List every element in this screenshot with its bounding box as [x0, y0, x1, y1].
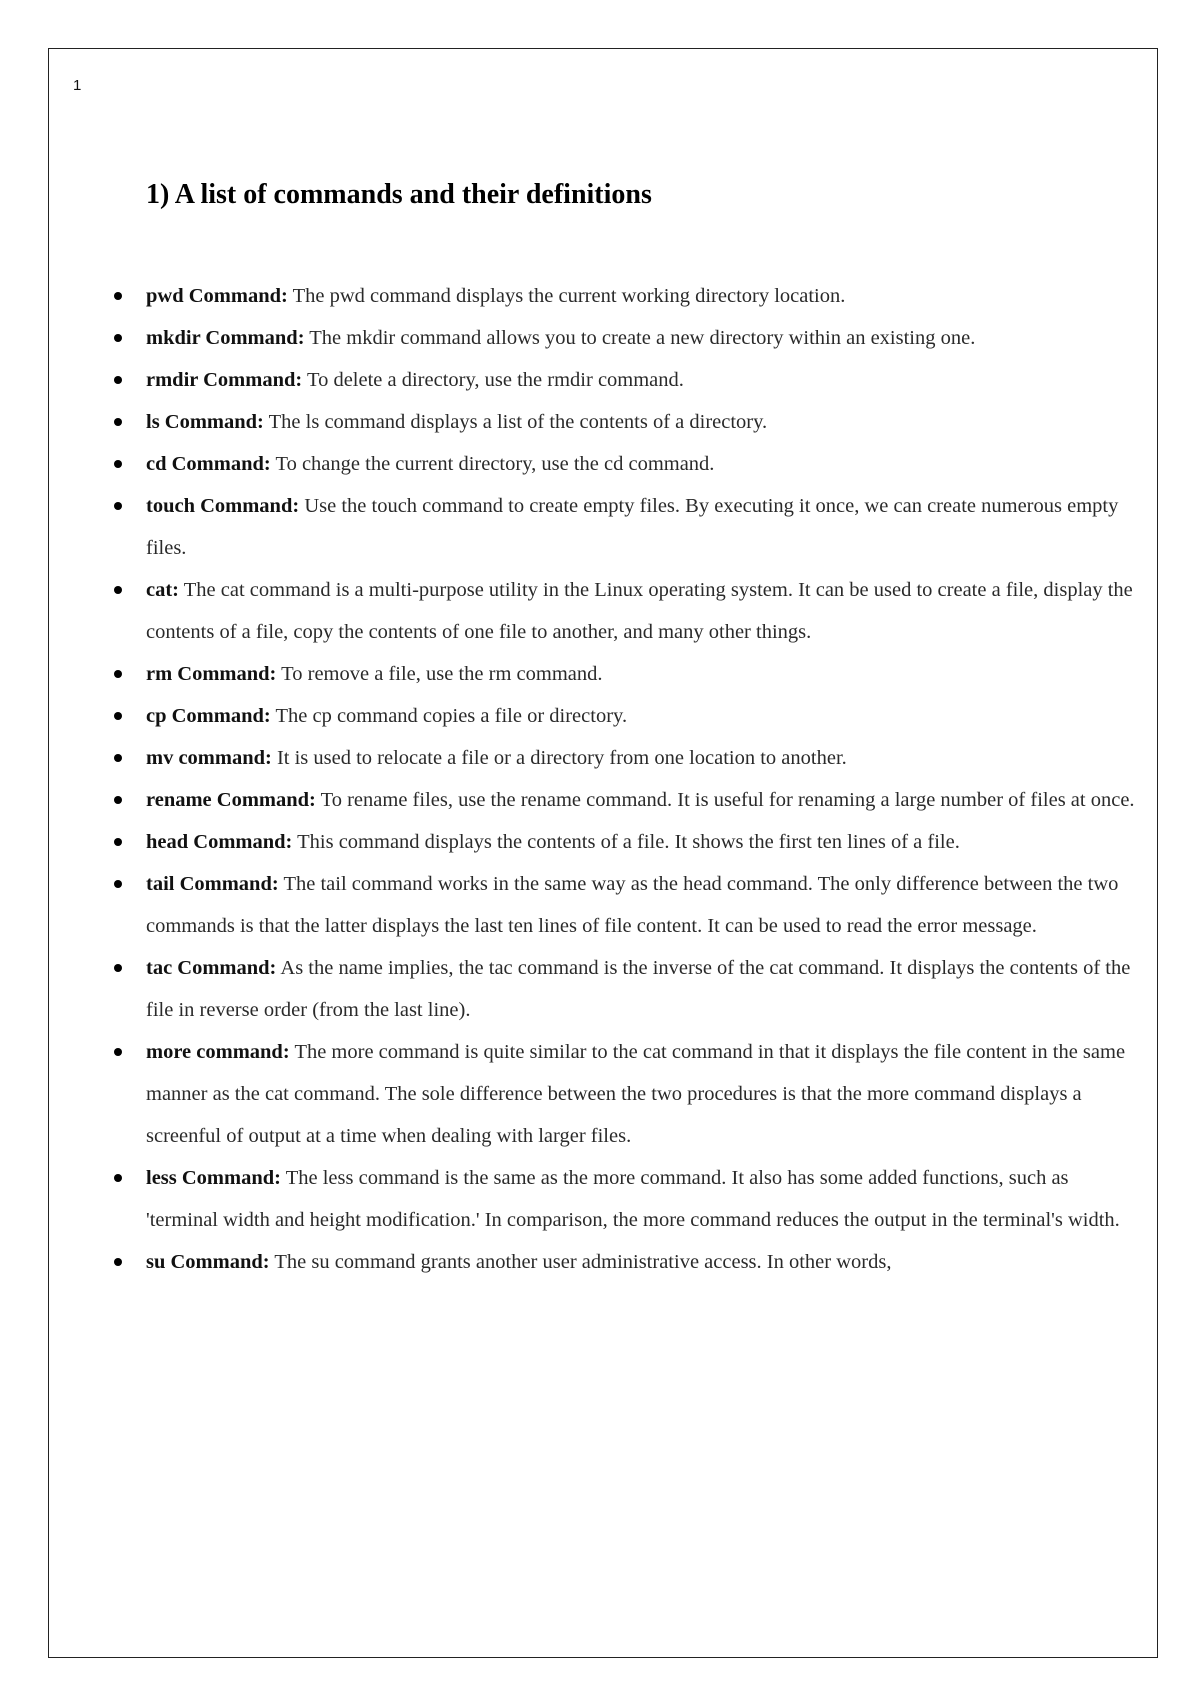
command-name: cp Command:: [146, 705, 271, 727]
list-item: [146, 947, 1136, 1031]
command-name: mkdir Command:: [146, 327, 305, 349]
command-description: The less command is the same as the more command. It also has some added functions, such as 'terminal width and height modification.' In comparison, the more command reduces the output in the terminal's width.: [146, 1167, 1120, 1231]
command-description: It is used to relocate a file or a directory from one location to another.: [276, 747, 847, 769]
list-item: [146, 1157, 1136, 1241]
command-description: The tail command works in the same way as the head command. The only difference between the two commands is that the latter displays the last ten lines of file content. It can be used to read the error message.: [146, 873, 1119, 937]
command-description: The ls command displays a list of the contents of a directory.: [268, 411, 768, 433]
list-item: [146, 1241, 1136, 1283]
command-list: [146, 275, 1136, 1283]
command-name: rename Command:: [146, 789, 316, 811]
command-description: Use the touch command to create empty files. By executing it once, we can create numerous empty files.: [146, 495, 1119, 559]
command-name: pwd Command:: [146, 285, 288, 307]
command-description: To change the current directory, use the cd command.: [275, 453, 715, 475]
command-description: The cat command is a multi-purpose utility in the Linux operating system. It can be used to create a file, display the contents of a file, copy the contents of one file to another, and many other things.: [146, 579, 1133, 643]
list-item: [146, 317, 1136, 359]
list-item: [146, 821, 1136, 863]
command-description: The more command is quite similar to the cat command in that it displays the file content in the same manner as the cat command. The sole difference between the two procedures is that the more command displays a screenful of output at a time when dealing with larger files.: [146, 1041, 1126, 1147]
command-name: rmdir Command:: [146, 369, 303, 391]
command-description: This command displays the contents of a file. It shows the first ten lines of a file.: [297, 831, 960, 853]
command-name: tail Command:: [146, 873, 279, 895]
command-description: The su command grants another user administrative access. In other words,: [274, 1251, 892, 1273]
command-description: To rename files, use the rename command. It is useful for renaming a large number of files at once.: [320, 789, 1135, 811]
command-description: To delete a directory, use the rmdir command.: [306, 369, 684, 391]
list-item: [146, 695, 1136, 737]
command-name: mv command:: [146, 747, 272, 769]
command-name: rm Command:: [146, 663, 277, 685]
document-page: [48, 48, 1158, 1658]
command-name: head Command:: [146, 831, 293, 853]
command-name: less Command:: [146, 1167, 281, 1189]
command-description: The cp command copies a file or directory.: [275, 705, 628, 727]
command-description: As the name implies, the tac command is the inverse of the cat command. It displays the contents of the file in reverse order (from the last line).: [146, 957, 1131, 1021]
command-name: ls Command:: [146, 411, 264, 433]
command-description: The mkdir command allows you to create a new directory within an existing one.: [309, 327, 976, 349]
command-name: touch Command:: [146, 495, 300, 517]
page-title: 1) A list of commands and their definitions: [146, 179, 652, 210]
command-name: tac Command:: [146, 957, 277, 979]
command-name: cat:: [146, 579, 180, 601]
list-item: [146, 443, 1136, 485]
list-item: [146, 401, 1136, 443]
command-description: The pwd command displays the current working directory location.: [292, 285, 846, 307]
page-number: 1: [73, 77, 82, 94]
list-item: [146, 485, 1136, 569]
list-item: [146, 1031, 1136, 1157]
command-name: su Command:: [146, 1251, 270, 1273]
list-item: [146, 359, 1136, 401]
command-name: more command:: [146, 1041, 290, 1063]
command-name: cd Command:: [146, 453, 271, 475]
list-item: [146, 653, 1136, 695]
command-description: To remove a file, use the rm command.: [281, 663, 603, 685]
list-item: [146, 569, 1136, 653]
list-item: [146, 779, 1136, 821]
list-item: [146, 863, 1136, 947]
list-item: [146, 737, 1136, 779]
list-item: [146, 275, 1136, 317]
